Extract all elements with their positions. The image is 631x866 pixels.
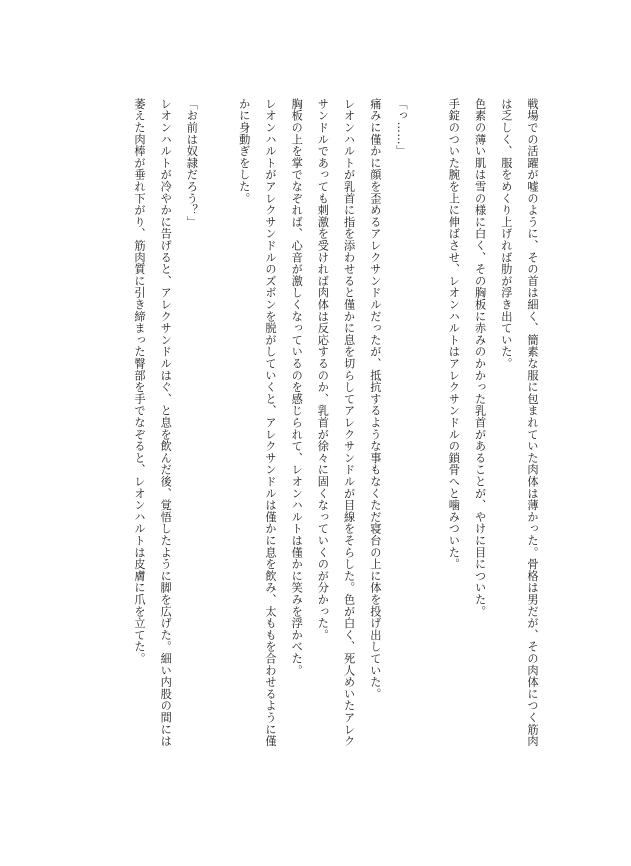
vertical-text-body <box>100 98 545 758</box>
paragraph-4: 痛みに僅かに顔を歪めるアレクサンドルだったが、抵抗するような事もなくただ寝台の上に体を投げ出していた。 <box>368 98 382 700</box>
dialogue-2: 「お前は奴隷だろう？」 <box>185 98 199 228</box>
paragraph-8: レオンハルトが冷やかに告げると、アレクサンドルはぐ、と息を飲んだ後、覚悟したように脚を広げた。細い内股の間には萎えた肉棒が垂れ下がり、筋肉質に引き締まった臀部を手でなぞると、レオンハルトは皮膚に爪を立てた。 <box>132 98 173 747</box>
paragraph-7: レオンハルトがアレクサンドルのズボンを脱がしていくと、アレクサンドルは僅かに息を飲み、太ももを合わせるように僅かに身動ぎをした。 <box>237 98 277 747</box>
blank-line <box>204 98 230 758</box>
paragraph-5: レオンハルトが乳首に指を添わせると僅かに息を切らしてアレクサンドルが目線をそらした。色が白く、死人めいたアレクサンドルであっても刺激を受ければ肉体は反応するのか、乳首が徐々に固くなっていくのが分かった。 <box>316 98 356 747</box>
paragraph-6: 胸板の上を掌でなぞれば、心音が激しくなっているのを感じられて、レオンハルトは僅かに笑みを浮かべた。 <box>290 98 304 677</box>
paragraph-3: 手錠のついた腕を上に伸ばさせ、レオンハルトはアレクサンドルの鎖骨へと噛みついた。 <box>447 98 461 570</box>
blank-line <box>414 98 440 758</box>
paragraph-2: 色素の薄い肌は雪の様に白く、その胸板に赤みのかかった乳首があることが、やけに目についた。 <box>473 98 487 618</box>
dialogue-1: 「っ……」 <box>395 98 408 157</box>
paragraph-1: 戦場での活躍が嘘のように、その首は細く、簡素な服に包まれていた肉体は薄かった。骨格は男だが、その肉体につく筋肉は乏しく、服をめくり上げれば肋が浮き出ていた。 <box>499 98 539 747</box>
